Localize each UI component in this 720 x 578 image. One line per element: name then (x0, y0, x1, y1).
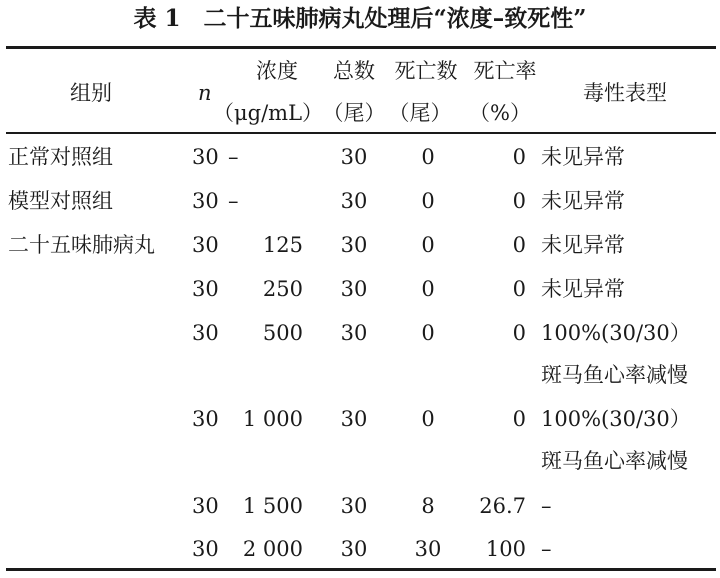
row-total: 30 (340, 321, 368, 345)
row-phenotype: 100%(30/30） (541, 321, 691, 345)
row-total: 30 (340, 189, 368, 213)
row-phenotype: – (541, 537, 552, 561)
header-rule (6, 132, 716, 134)
row-conc: – (228, 145, 239, 169)
row-phenotype: – (541, 494, 552, 518)
row-total: 30 (340, 407, 368, 431)
row-group: 正常对照组 (8, 145, 113, 169)
row-deaths: 0 (421, 145, 435, 169)
row-total: 30 (340, 233, 368, 257)
row-deaths: 0 (421, 321, 435, 345)
row-total: 30 (340, 145, 368, 169)
row-phenotype: 100%(30/30） (541, 407, 691, 431)
header-phenotype: 毒性表型 (583, 81, 667, 105)
header-conc: 浓度 (256, 59, 298, 83)
row-conc: 125 (262, 233, 303, 257)
row-phenotype: 未见异常 (541, 277, 625, 301)
row-conc: 1 500 (242, 494, 303, 518)
row-n: 30 (192, 407, 219, 431)
header-total-unit: （尾） (322, 101, 386, 125)
row-deaths: 0 (421, 407, 435, 431)
row-group: 二十五味肺病丸 (8, 233, 155, 257)
row-total: 30 (340, 537, 368, 561)
row-conc: 1 000 (242, 407, 303, 431)
row-n: 30 (192, 145, 219, 169)
row-rate: 0 (512, 321, 526, 345)
row-conc: – (228, 189, 239, 213)
row-n: 30 (192, 277, 219, 301)
row-n: 30 (192, 537, 219, 561)
row-rate: 0 (512, 189, 526, 213)
row-n: 30 (192, 321, 219, 345)
row-phenotype: 斑马鱼心率减慢 (541, 449, 688, 473)
row-group: 模型对照组 (8, 189, 113, 213)
row-phenotype: 未见异常 (541, 189, 625, 213)
row-deaths: 8 (421, 494, 435, 518)
header-n: n (198, 81, 212, 105)
bottom-rule (6, 568, 716, 571)
row-deaths: 0 (421, 277, 435, 301)
row-n: 30 (192, 233, 219, 257)
row-phenotype: 斑马鱼心率减慢 (541, 363, 688, 387)
header-group: 组别 (70, 81, 112, 105)
top-rule (6, 46, 716, 49)
row-rate: 0 (512, 145, 526, 169)
row-phenotype: 未见异常 (541, 145, 625, 169)
row-total: 30 (340, 494, 368, 518)
row-rate: 0 (512, 407, 526, 431)
header-conc-unit: （μg/mL） (212, 101, 324, 125)
row-total: 30 (340, 277, 368, 301)
row-deaths: 0 (421, 233, 435, 257)
table-title: 表 1 二十五味肺病丸处理后“浓度–致死性” (133, 5, 587, 32)
header-rate-unit: （%） (469, 101, 531, 125)
row-conc: 2 000 (242, 537, 303, 561)
row-n: 30 (192, 189, 219, 213)
row-rate: 100 (485, 537, 526, 561)
row-deaths: 30 (414, 537, 442, 561)
row-rate: 0 (512, 277, 526, 301)
row-n: 30 (192, 494, 219, 518)
row-conc: 500 (262, 321, 303, 345)
row-conc: 250 (262, 277, 303, 301)
row-rate: 0 (512, 233, 526, 257)
header-deaths-unit: （尾） (388, 101, 452, 125)
header-rate: 死亡率 (473, 59, 537, 83)
row-rate: 26.7 (479, 494, 526, 518)
row-phenotype: 未见异常 (541, 233, 625, 257)
header-total: 总数 (333, 59, 375, 83)
header-deaths: 死亡数 (394, 59, 458, 83)
row-deaths: 0 (421, 189, 435, 213)
